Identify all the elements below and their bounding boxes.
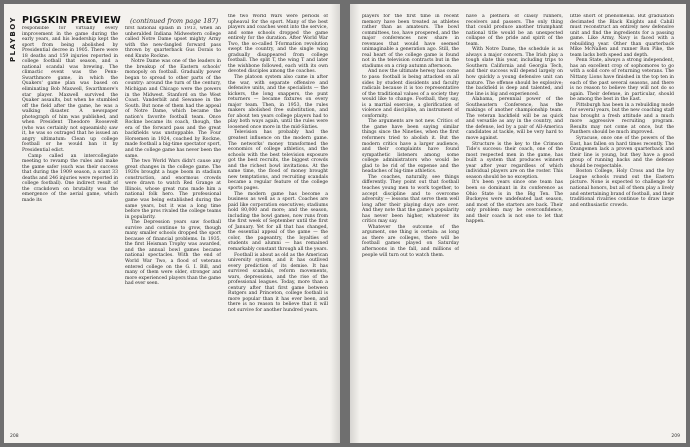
paragraph: Structure is the key to the Crimson Tide's success: their coach, one of the most respected men in the game, has built a system that produces winners year after year regardless of which individual players are on the roster. This season should be no exception. xyxy=(466,141,563,180)
left-column-1 xyxy=(22,26,118,434)
page-number-left: 208 xyxy=(10,434,19,439)
paragraph: Notre Dame was one of the leaders in the breakup of the Eastern schools' monopoly on football. Gradually power began to spread to other parts of the country: around the turn of the century, Michigan and Chicago were the powers in the Midwest. Stanford on the West Coast. Vanderbilt and Sewanee in the South. But none of them had the appeal of Notre Dame, which became the nation's favorite football team. Once Rockne became its coach, though, the era of the forward pass and the great backfields was unstoppable. The Four Horsemen in 1924, coached by Rockne, made football a big-time spectator sport, and the college game has never been the same. xyxy=(125,59,221,159)
paragraph: responsible for virtually every improvement in the game during the early years, and his leadership kept the sport from being abolished by Presidential decree in 1905. There were 18 deaths and 159 injuries reported in college football that season, and a national scandal was brewing. The climactic event was the Penn-Swarthmore game, in which the Quakers' game plan was based on eliminating Bob Maxwell, Swarthmore's star player. Maxwell survived the Quaker assaults, but when he stumbled off the field after the game, he was a walking disaster. A newspaper photograph of him was published, and when President Theodore Roosevelt (who was certainly not squeamish) saw it, he was so outraged that he issued an angry ultimatum: Clean up college football or he would ban it by Presidential edict. xyxy=(22,26,118,154)
paragraph: little short of phenomenal. But graduation decimated the Black Knights and Cahill must reconstruct an entirely new defensive unit and find the ingredients for a passing game. Like Army, Navy is faced with a rebuilding year. Other than quarterback Mike McNallen and runner Ron Pike, the team lacks both speed and depth. xyxy=(570,14,674,58)
paragraph: players for the first time in recent memory have been treated as athletes rather than as amateurs. The bowl committees, too, have prospered, and the major conferences now share in revenues that would have seemed unimaginable a generation ago. Still, the real heart of the college game is found not in the television contracts but in the stadiums on a crisp autumn afternoon. xyxy=(362,14,459,69)
paragraph: The modern game has become a business as well as a sport. Coaches are paid like corporation executives; stadiums hold 80,000 and more; and the season, including the bowl games, now runs from the first week of September until the first of January. Yet for all that has changed, the essential appeal of the game — the color, the pageantry, the loyalties of students and alumni — has remained remarkably constant through all the years. xyxy=(228,191,328,252)
paragraph: Syracuse, once one of the powers of the East, has fallen on hard times recently. The Orangemen lack a proven quarterback and their line is young, but they have a good group of running backs and the defense should be respectable. xyxy=(570,136,674,169)
magazine-runner: PLAYBOY xyxy=(9,16,17,63)
page-number-right: 209 xyxy=(671,434,680,439)
paragraph: Pittsburgh has been in a rebuilding mode for several years, but the new coaching staff has brought a fresh attitude and a much more aggressive recruiting program. Results may not come at once, but the Panthers should be much improved. xyxy=(570,102,674,136)
paragraph: The two World Wars didn't cause any great changes in the college game. The 1920s brought a huge boom in stadium construction, and enormous crowds were drawn to watch Red Grange at Illinois, whose great runs made him a national folk hero. The professional game was being established during the same years, but it was a long time before the pros rivaled the college teams in popularity. xyxy=(125,159,221,220)
paragraph: Whatever the outcome of the argument, one thing is certain: as long as there are colleges, there will be football games played on Saturday afternoons in the fall, and millions of people will turn out to watch them. xyxy=(362,224,459,258)
paragraph: It's been years since one team has been so dominant in its conference as Ohio State is in the Big Ten. The Buckeyes were undefeated last season, and most of the starters are back. Their only problem may be overconfidence, and their coach is not one to let that happen. xyxy=(466,180,563,225)
paragraph: Football is about as old as the American university system, and it has outlived every prediction of its demise. It has survived scandals, reform movements, wars, depressions, and the rise of the professional leagues. Today, more than a century after that first game between Rutgers and Princeton, college football is more popular than it has ever been, and there is no reason to believe that it will not survive for another hundred years. xyxy=(228,252,328,313)
paragraph: Camp called an intercollegiate meeting to revamp the rules and make the game safer (such was their success that during the 1909 season, a scant 33 deaths and 246 injuries were reported in college football). One indirect result of the crackdown on brutality was the emergence of the aerial game, which made its xyxy=(22,153,118,203)
gutter-shadow xyxy=(350,4,360,443)
article-title: PIGSKIN PREVIEW xyxy=(22,15,121,26)
paragraph: first national splash in 1913, when an unheralded Indiana Midwestern college called Notre Dame upset mighty Army with the new-fangled forward pass thrown by quarterback Gus Dorais to end Knute Rockne. xyxy=(125,26,221,59)
paragraph: Television has probably had the greatest influence on the modern game. The networks' money transformed the economics of college athletics, and the schools with the best television exposure got the best recruits, the biggest crowds and the richest bowl invitations. At the same time, the flood of money brought new temptations, and recruiting scandals became a regular feature of the college sports pages. xyxy=(228,130,328,191)
right-page xyxy=(350,4,686,443)
paragraph: Penn State, always a strong independent, has an excellent crop of sophomores to go with a solid core of returning veterans. The Nittany Lions have finished in the top ten in each of the past several seasons, and there is no reason to believe they will not do so again. Their defense, in particular, should be among the best in the East. xyxy=(570,58,674,103)
paragraph: The platoon system also came in after the war, with separate offensive and defensive units, and the specialists — the kickers, the long snappers, the punt returners — became fixtures on every major team. Then, in 1953, the rules makers abolished free substitution, and for about ten years college players had to play both ways again, until the rules were loosened once more in the mid-Sixties. xyxy=(228,75,328,130)
paragraph: And now the ultimate heresy has come to pass: football is being attacked on all sides by student dissidents and faculty radicals because it is too representative of the traditional values of a society they would like to change. Football, they say, is a martial exercise, a glorification of violence and discipline, an instrument of conformity. xyxy=(362,69,459,119)
paragraph: Boston College, Holy Cross and the Ivy League schools round out the Eastern picture. None is expected to challenge for national honors, but all of them play a lively and entertaining brand of football, and their traditional rivalries continue to draw large and enthusiastic crowds. xyxy=(570,169,674,208)
right-column-3 xyxy=(570,14,674,434)
continued-note: (continued from page 187) xyxy=(130,17,219,25)
right-column-2 xyxy=(466,14,563,434)
right-column-1 xyxy=(362,14,459,434)
left-column-3 xyxy=(228,14,328,434)
left-page xyxy=(4,4,340,443)
paragraph: The coaches, naturally, see things differently. They point out that football teaches young men to work together, to accept discipline and to overcome adversity — lessons that serve them well long after their playing days are over. And they note that the game's popularity has never been higher, whatever its critics may say. xyxy=(362,174,459,225)
paragraph: The arguments are not new. Critics of the game have been saying similar things since the Nineties, when the first reformers tried to abolish it. But the modern critics have a larger audience, and their complaints have found sympathetic listeners among some college administrators who would be glad to be rid of the expense and the headaches of big-time athletics. xyxy=(362,119,459,175)
paragraph: With Notre Dame, the schedule is as always a major concern. The Irish play a tough slate this year, including trips to Southern California and Georgia Tech, and their success will depend largely on how quickly a young defensive unit can mature. The offense should be explosive; the backfield is deep and talented, and the line is big and experienced. xyxy=(466,47,563,97)
paragraph: Alabama, perennial power of the Southeastern Conference, has the makings of another championship team. The veteran backfield will be as quick and versatile as any in the country, and the defense, led by a pair of All-America candidates at tackle, will be very hard to move against. xyxy=(466,97,563,142)
paragraph: The Depression years saw football survive and continue to grow, though many smaller schools dropped the sport because of financial problems. In 1935, the first Heisman Trophy was awarded, and the annual bowl games became national spectacles. With the end of World War Two, a flood of veterans entered college on the G. I. Bill, and many of them were older, stronger and more experienced players than the game had ever seen. xyxy=(125,220,221,287)
paragraph: have a plethora of classy runners, receivers and passers. The only thing that could produce another triumphant national title would be an unexpected collapse of the pride and spirit of the team. xyxy=(466,14,563,47)
paragraph: the two World Wars were periods of upheaval for the sport. Many of the best players and coaches went into the service, and some schools dropped the game entirely for the duration. After World War Two, the so-called T-formation revolution swept the country, and the single wing gradually disappeared from college football. The split T, the wing T and later the wishbone followed, each with its own devoted disciples among the coaches. xyxy=(228,14,328,75)
left-column-2 xyxy=(125,26,221,434)
gutter-shadow xyxy=(330,4,340,443)
